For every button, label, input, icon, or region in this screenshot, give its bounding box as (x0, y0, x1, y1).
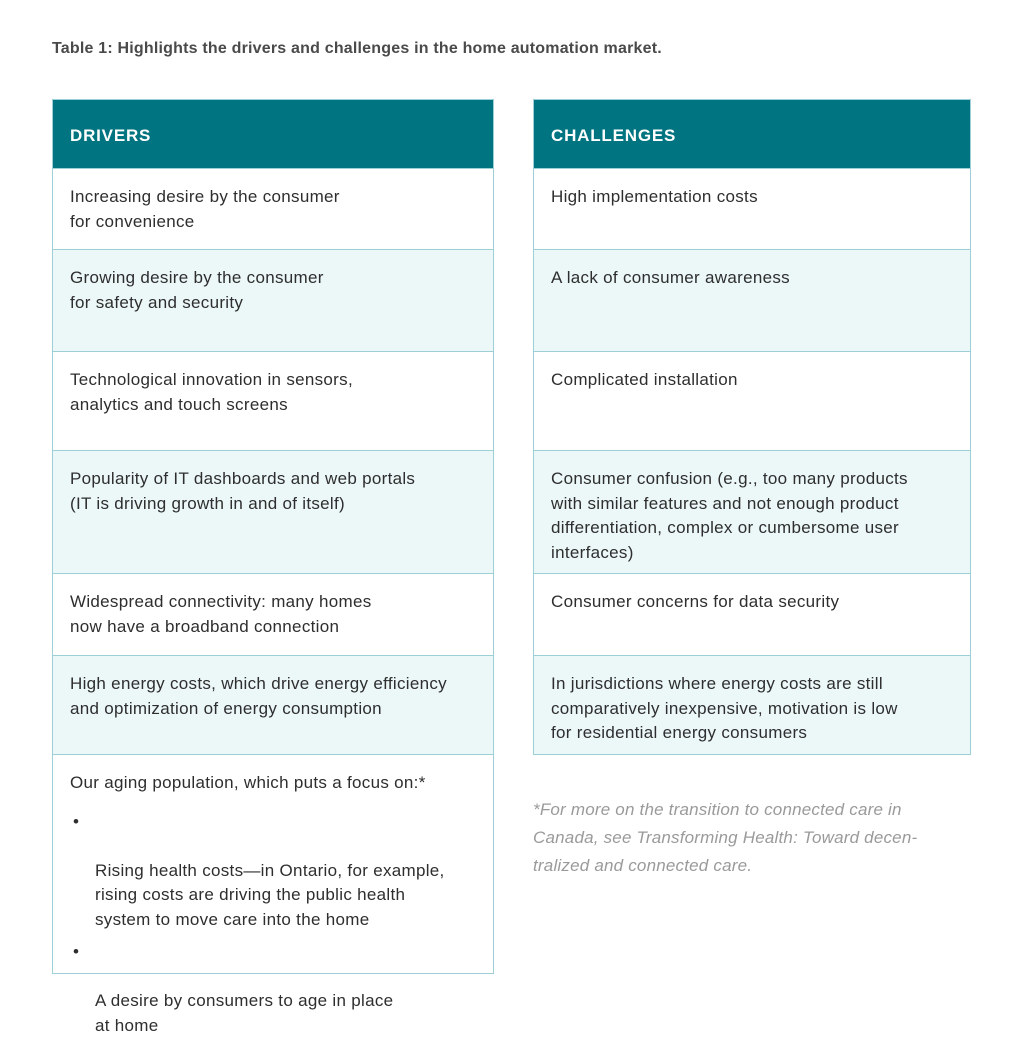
challenges-row-text: Consumer confusion (e.g., too many products with similar features and not enough product differentiation, complex or cumbersome user interfaces) (551, 467, 953, 565)
challenges-row-text: High implementation costs (551, 185, 953, 210)
footnote: *For more on the transition to connected care in Canada, see Transforming Health: Toward decen- tralized and connected care. (533, 796, 963, 880)
drivers-row-text: Popularity of IT dashboards and web portals (IT is driving growth in and of itself) (70, 467, 476, 516)
drivers-row-text: High energy costs, which drive energy efficiency and optimization of energy consumption (70, 672, 476, 721)
drivers-row (53, 655, 493, 754)
challenges-row (534, 168, 970, 249)
bullet-item (70, 810, 476, 933)
bullet-icon: • (73, 810, 79, 835)
drivers-row (53, 573, 493, 655)
challenges-row-text: A lack of consumer awareness (551, 266, 953, 291)
drivers-table (52, 99, 494, 974)
bullet-text: A desire by consumers to age in place at home (95, 991, 393, 1035)
challenges-row (534, 655, 970, 754)
table-caption: Table 1: Highlights the drivers and challenges in the home automation market. (52, 40, 662, 58)
challenges-header: CHALLENGES (534, 100, 970, 168)
drivers-row (53, 249, 493, 351)
drivers-row (53, 351, 493, 450)
drivers-row-text: Technological innovation in sensors, analytics and touch screens (70, 368, 476, 417)
bullet-text: Rising health costs—in Ontario, for example, rising costs are driving the public health system to move care into the home (95, 861, 445, 929)
drivers-row-text: Widespread connectivity: many homes now have a broadband connection (70, 590, 476, 639)
challenges-table (533, 99, 971, 755)
bullet-item (70, 940, 476, 1038)
challenges-row (534, 351, 970, 450)
bullet-icon: • (73, 940, 79, 965)
drivers-row-text: Growing desire by the consumer for safety and security (70, 266, 476, 315)
bullet-list (70, 810, 476, 1038)
drivers-row (53, 450, 493, 573)
drivers-row-aging-population (53, 754, 493, 973)
challenges-row (534, 249, 970, 351)
challenges-row (534, 450, 970, 573)
challenges-row-text: In jurisdictions where energy costs are still comparatively inexpensive, motivation is low for residential energy consumers (551, 672, 953, 746)
challenges-row (534, 573, 970, 655)
drivers-header: DRIVERS (53, 100, 493, 168)
challenges-row-text: Complicated installation (551, 368, 953, 393)
drivers-row-text: Increasing desire by the consumer for convenience (70, 185, 476, 234)
challenges-row-text: Consumer concerns for data security (551, 590, 953, 615)
drivers-row (53, 168, 493, 249)
drivers-row-intro: Our aging population, which puts a focus on:* (70, 771, 476, 796)
